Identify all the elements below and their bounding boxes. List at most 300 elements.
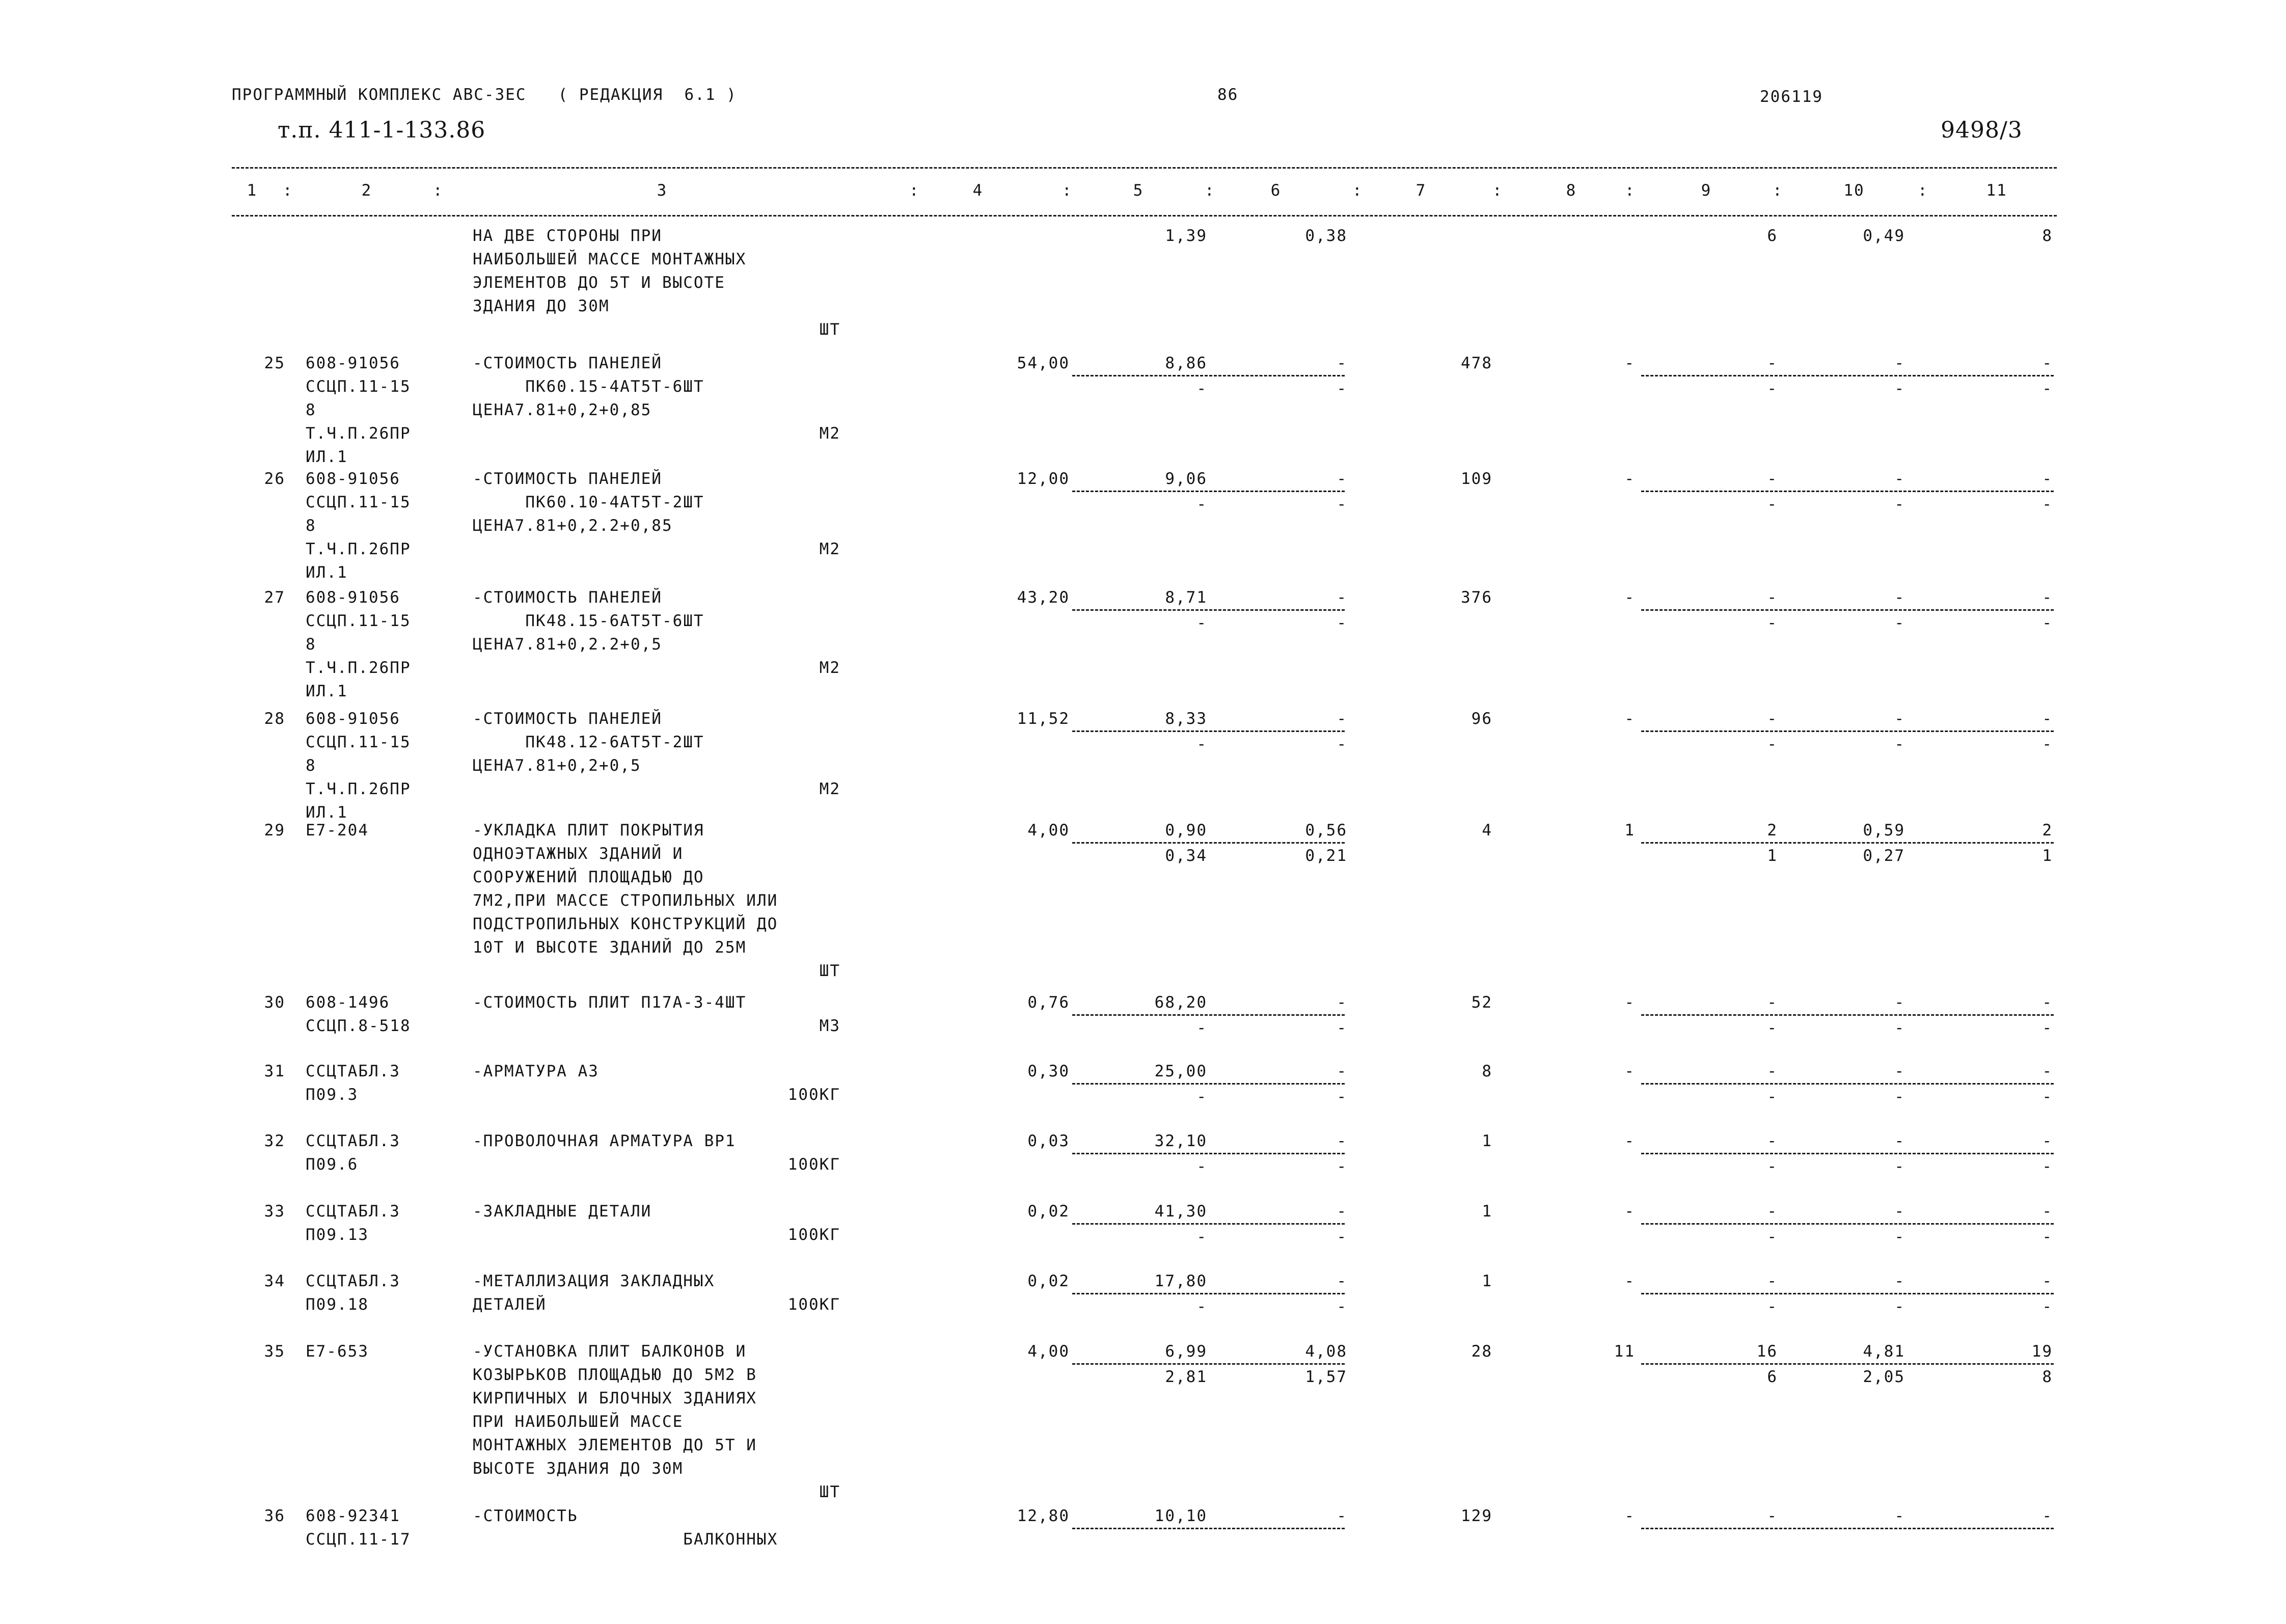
row-number: 25 bbox=[264, 354, 285, 372]
row-c5-top: 6,99 bbox=[1165, 1342, 1207, 1361]
row-code: ССЦП.11-15 bbox=[306, 377, 411, 396]
row-total-cost: 109 bbox=[1461, 470, 1492, 488]
row-code: ССЦТАБЛ.3 bbox=[306, 1272, 400, 1290]
row-col-8: 1 bbox=[1624, 821, 1635, 840]
row-c5-bottom: 2,81 bbox=[1165, 1368, 1207, 1386]
row-description: ПК60.15-4АТ5Т-6ШТ bbox=[473, 377, 704, 396]
row-c9-top: - bbox=[1767, 470, 1778, 488]
row-c6-top: - bbox=[1337, 1132, 1347, 1150]
row-c6-top: 4,08 bbox=[1305, 1342, 1347, 1361]
row-description: ЦЕНА7.81+0,2+0,5 bbox=[473, 756, 641, 775]
row-number: 28 bbox=[264, 710, 285, 728]
row-c5-bottom: - bbox=[1196, 1088, 1207, 1106]
row-c11-bottom: - bbox=[2042, 1297, 2053, 1316]
row-unit: М2 bbox=[819, 780, 840, 798]
row-description: НАИБОЛЬШЕЙ МАССЕ МОНТАЖНЫХ bbox=[473, 250, 747, 268]
row-c6-top: - bbox=[1337, 354, 1347, 372]
row-c5-bottom: - bbox=[1196, 1019, 1207, 1037]
row-description: -СТОИМОСТЬ ПАНЕЛЕЙ bbox=[473, 470, 662, 488]
row-c10-top: 0,49 bbox=[1863, 227, 1905, 245]
row-number: 29 bbox=[264, 821, 285, 840]
row-c9-bottom: - bbox=[1767, 614, 1778, 632]
row-col-8: - bbox=[1624, 1132, 1635, 1150]
subtotal-rule bbox=[1641, 842, 2054, 844]
row-unit: ШТ bbox=[819, 1483, 840, 1501]
row-quantity: 11,52 bbox=[1017, 710, 1070, 728]
row-c9-top: - bbox=[1767, 1202, 1778, 1221]
column-header-6: 6 bbox=[1270, 181, 1282, 200]
row-c9-bottom: - bbox=[1767, 1019, 1778, 1037]
row-code: Т.Ч.П.26ПР bbox=[306, 659, 411, 677]
row-c11-top: - bbox=[2042, 1062, 2053, 1080]
subtotal-rule bbox=[1641, 1014, 2054, 1016]
subtotal-rule bbox=[1072, 375, 1345, 376]
row-c9-bottom: - bbox=[1767, 380, 1778, 398]
row-c10-bottom: - bbox=[1894, 1297, 1905, 1316]
row-c9-top: - bbox=[1767, 710, 1778, 728]
column-header-3: 3 bbox=[657, 181, 668, 200]
row-quantity: 12,00 bbox=[1017, 470, 1070, 488]
row-c11-top: - bbox=[2042, 1272, 2053, 1290]
subtotal-rule bbox=[1072, 1014, 1345, 1016]
row-c6-bottom: - bbox=[1337, 735, 1347, 753]
row-c5-bottom: - bbox=[1196, 380, 1207, 398]
row-quantity: 4,00 bbox=[1027, 821, 1070, 840]
column-header-2: 2 bbox=[361, 181, 372, 200]
row-c10-top: - bbox=[1894, 470, 1905, 488]
row-code: Т.Ч.П.26ПР bbox=[306, 540, 411, 558]
row-code: Е7-204 bbox=[306, 821, 369, 840]
row-description: -СТОИМОСТЬ bbox=[473, 1507, 578, 1525]
row-total-cost: 1 bbox=[1482, 1132, 1492, 1150]
row-col-8: - bbox=[1624, 1272, 1635, 1290]
row-c5-bottom: - bbox=[1196, 1228, 1207, 1246]
row-code: ССЦП.11-17 bbox=[306, 1530, 411, 1549]
row-col-8: - bbox=[1624, 588, 1635, 607]
sheet-reference: 9498/3 bbox=[1941, 117, 2023, 143]
row-description: НА ДВЕ СТОРОНЫ ПРИ bbox=[473, 227, 662, 245]
row-description: ПК48.15-6АТ5Т-6ШТ bbox=[473, 612, 704, 630]
row-c5-top: 8,33 bbox=[1165, 710, 1207, 728]
row-c6-bottom: - bbox=[1337, 1157, 1347, 1176]
row-c11-bottom: - bbox=[2042, 735, 2053, 753]
subtotal-rule bbox=[1641, 730, 2054, 732]
row-c11-bottom: - bbox=[2042, 1019, 2053, 1037]
row-c10-bottom: - bbox=[1894, 735, 1905, 753]
row-c5-top: 68,20 bbox=[1154, 993, 1207, 1012]
row-c5-top: 17,80 bbox=[1154, 1272, 1207, 1290]
row-code: ИЛ.1 bbox=[306, 563, 348, 582]
column-header-10: 10 bbox=[1843, 181, 1865, 200]
row-description: ЦЕНА7.81+0,2.2+0,85 bbox=[473, 517, 673, 535]
row-description: 7М2,ПРИ МАССЕ СТРОПИЛЬНЫХ ИЛИ bbox=[473, 891, 778, 910]
row-c11-bottom: - bbox=[2042, 380, 2053, 398]
row-code: Е7-653 bbox=[306, 1342, 369, 1361]
row-c5-top: 8,86 bbox=[1165, 354, 1207, 372]
row-c11-bottom: - bbox=[2042, 1228, 2053, 1246]
row-col-8: - bbox=[1624, 993, 1635, 1012]
row-code: 608-91056 bbox=[306, 470, 400, 488]
column-separator: : bbox=[1625, 181, 1636, 200]
row-c11-top: - bbox=[2042, 354, 2053, 372]
column-separator: : bbox=[909, 181, 920, 200]
row-c6-top: - bbox=[1337, 993, 1347, 1012]
row-description: -АРМАТУРА А3 bbox=[473, 1062, 599, 1080]
row-c11-bottom: - bbox=[2042, 614, 2053, 632]
column-separator: : bbox=[1918, 181, 1928, 200]
row-col-8: - bbox=[1624, 354, 1635, 372]
subtotal-rule bbox=[1641, 491, 2054, 492]
row-total-cost: 8 bbox=[1482, 1062, 1492, 1080]
row-c9-bottom: - bbox=[1767, 1088, 1778, 1106]
subtotal-rule bbox=[1072, 1083, 1345, 1085]
row-description: -СТОИМОСТЬ ПАНЕЛЕЙ bbox=[473, 354, 662, 372]
row-number: 30 bbox=[264, 993, 285, 1012]
row-c6-bottom: - bbox=[1337, 1228, 1347, 1246]
row-c10-top: 0,59 bbox=[1863, 821, 1905, 840]
row-c11-top: - bbox=[2042, 1507, 2053, 1525]
row-c11-top: - bbox=[2042, 710, 2053, 728]
column-header-1: 1 bbox=[247, 181, 258, 200]
column-header-7: 7 bbox=[1416, 181, 1427, 200]
row-c9-bottom: - bbox=[1767, 495, 1778, 513]
row-c9-top: - bbox=[1767, 993, 1778, 1012]
row-code: 608-91056 bbox=[306, 354, 400, 372]
row-description: -СТОИМОСТЬ ПАНЕЛЕЙ bbox=[473, 710, 662, 728]
row-c9-bottom: - bbox=[1767, 735, 1778, 753]
row-c5-top: 32,10 bbox=[1154, 1132, 1207, 1150]
row-c6-bottom: - bbox=[1337, 1088, 1347, 1106]
row-col-8: - bbox=[1624, 1202, 1635, 1221]
row-quantity: 0,76 bbox=[1027, 993, 1070, 1012]
row-c5-bottom: - bbox=[1196, 495, 1207, 513]
row-c9-top: 2 bbox=[1767, 821, 1778, 840]
row-description: ПК48.12-6АТ5Т-2ШТ bbox=[473, 733, 704, 751]
row-quantity: 0,03 bbox=[1027, 1132, 1070, 1150]
row-c11-top: 19 bbox=[2031, 1342, 2053, 1361]
row-description: -УСТАНОВКА ПЛИТ БАЛКОНОВ И bbox=[473, 1342, 747, 1361]
row-code: 8 bbox=[306, 401, 316, 419]
row-c5-top: 25,00 bbox=[1154, 1062, 1207, 1080]
row-total-cost: 1 bbox=[1482, 1272, 1492, 1290]
row-code: 608-91056 bbox=[306, 588, 400, 607]
row-c11-bottom: - bbox=[2042, 1088, 2053, 1106]
row-description: ВЫСОТЕ ЗДАНИЯ ДО 30М bbox=[473, 1459, 684, 1478]
row-description: ЦЕНА7.81+0,2+0,85 bbox=[473, 401, 652, 419]
row-code: ССЦТАБЛ.3 bbox=[306, 1062, 400, 1080]
column-header-8: 8 bbox=[1566, 181, 1577, 200]
row-c5-top: 9,06 bbox=[1165, 470, 1207, 488]
row-code: ССЦТАБЛ.3 bbox=[306, 1132, 400, 1150]
row-c6-top: - bbox=[1337, 1507, 1347, 1525]
row-c6-top: 0,38 bbox=[1305, 227, 1347, 245]
row-description: ПОДСТРОПИЛЬНЫХ КОНСТРУКЦИЙ ДО bbox=[473, 915, 778, 933]
row-code: ССЦТАБЛ.3 bbox=[306, 1202, 400, 1221]
row-number: 35 bbox=[264, 1342, 285, 1361]
row-description: ПРИ НАИБОЛЬШЕЙ МАССЕ bbox=[473, 1413, 684, 1431]
row-number: 32 bbox=[264, 1132, 285, 1150]
row-description: -СТОИМОСТЬ ПАНЕЛЕЙ bbox=[473, 588, 662, 607]
row-c10-bottom: - bbox=[1894, 495, 1905, 513]
row-c10-bottom: - bbox=[1894, 1157, 1905, 1176]
row-col-8: 11 bbox=[1614, 1342, 1635, 1361]
row-description: СООРУЖЕНИЙ ПЛОЩАДЬЮ ДО bbox=[473, 868, 704, 886]
row-code: П09.18 bbox=[306, 1295, 369, 1314]
row-code: Т.Ч.П.26ПР bbox=[306, 780, 411, 798]
row-description: ЗДАНИЯ ДО 30М bbox=[473, 297, 610, 315]
row-number: 34 bbox=[264, 1272, 285, 1290]
row-code: ССЦП.8-518 bbox=[306, 1017, 411, 1035]
row-unit: 100КГ bbox=[787, 1295, 840, 1314]
row-c11-top: - bbox=[2042, 588, 2053, 607]
row-c11-bottom: - bbox=[2042, 1157, 2053, 1176]
row-c6-bottom: 1,57 bbox=[1305, 1368, 1347, 1386]
row-unit: М2 bbox=[819, 540, 840, 558]
row-c10-top: - bbox=[1894, 588, 1905, 607]
row-c9-top: - bbox=[1767, 1507, 1778, 1525]
row-total-cost: 1 bbox=[1482, 1202, 1492, 1221]
row-c5-bottom: 0,34 bbox=[1165, 847, 1207, 865]
row-c9-bottom: - bbox=[1767, 1157, 1778, 1176]
row-c9-top: 6 bbox=[1767, 227, 1778, 245]
row-unit: ШТ bbox=[819, 962, 840, 980]
row-c10-top: - bbox=[1894, 710, 1905, 728]
row-c11-top: 2 bbox=[2042, 821, 2053, 840]
subtotal-rule bbox=[1072, 730, 1345, 732]
row-total-cost: 96 bbox=[1471, 710, 1492, 728]
project-reference: т.п. 411-1-133.86 bbox=[278, 117, 486, 143]
row-number: 31 bbox=[264, 1062, 285, 1080]
row-description: -УКЛАДКА ПЛИТ ПОКРЫТИЯ bbox=[473, 821, 704, 840]
row-c6-bottom: - bbox=[1337, 495, 1347, 513]
subtotal-rule bbox=[1072, 1293, 1345, 1294]
row-description: МОНТАЖНЫХ ЭЛЕМЕНТОВ ДО 5Т И bbox=[473, 1436, 757, 1454]
row-c5-top: 8,71 bbox=[1165, 588, 1207, 607]
row-c6-bottom: 0,21 bbox=[1305, 847, 1347, 865]
row-code: ИЛ.1 bbox=[306, 803, 348, 822]
row-total-cost: 478 bbox=[1461, 354, 1492, 372]
row-c11-bottom: 1 bbox=[2042, 847, 2053, 865]
row-number: 27 bbox=[264, 588, 285, 607]
column-separator: : bbox=[1773, 181, 1783, 200]
row-c5-bottom: - bbox=[1196, 614, 1207, 632]
column-separator: : bbox=[1205, 181, 1215, 200]
row-description: ОДНОЭТАЖНЫХ ЗДАНИЙ И bbox=[473, 845, 684, 863]
row-c11-top: - bbox=[2042, 1202, 2053, 1221]
row-c5-bottom: - bbox=[1196, 1157, 1207, 1176]
row-description: БАЛКОННЫХ bbox=[473, 1530, 778, 1549]
subtotal-rule bbox=[1641, 1153, 2054, 1154]
row-c6-top: - bbox=[1337, 588, 1347, 607]
column-header-11: 11 bbox=[1986, 181, 2007, 200]
row-c9-top: - bbox=[1767, 1272, 1778, 1290]
column-separator: : bbox=[433, 181, 444, 200]
row-c10-bottom: - bbox=[1894, 1019, 1905, 1037]
row-c10-top: 4,81 bbox=[1863, 1342, 1905, 1361]
row-c6-top: - bbox=[1337, 710, 1347, 728]
row-c9-bottom: 1 bbox=[1767, 847, 1778, 865]
row-description: КИРПИЧНЫХ И БЛОЧНЫХ ЗДАНИЯХ bbox=[473, 1389, 757, 1408]
row-description: 10Т И ВЫСОТЕ ЗДАНИЙ ДО 25М bbox=[473, 938, 747, 957]
row-quantity: 0,02 bbox=[1027, 1272, 1070, 1290]
subtotal-rule bbox=[1072, 1363, 1345, 1365]
row-total-cost: 4 bbox=[1482, 821, 1492, 840]
row-code: 608-91056 bbox=[306, 710, 400, 728]
row-unit: 100КГ bbox=[787, 1086, 840, 1104]
row-unit: ШТ bbox=[819, 320, 840, 339]
row-total-cost: 52 bbox=[1471, 993, 1492, 1012]
row-description: ЭЛЕМЕНТОВ ДО 5Т И ВЫСОТЕ bbox=[473, 274, 725, 292]
row-c11-bottom: 8 bbox=[2042, 1368, 2053, 1386]
column-separator: : bbox=[1492, 181, 1503, 200]
row-quantity: 4,00 bbox=[1027, 1342, 1070, 1361]
row-unit: М3 bbox=[819, 1017, 840, 1035]
column-separator: : bbox=[283, 181, 293, 200]
row-unit: 100КГ bbox=[787, 1155, 840, 1174]
subtotal-rule bbox=[1641, 375, 2054, 376]
row-c5-top: 0,90 bbox=[1165, 821, 1207, 840]
subtotal-rule bbox=[1072, 1528, 1345, 1529]
row-description: -МЕТАЛЛИЗАЦИЯ ЗАКЛАДНЫХ bbox=[473, 1272, 715, 1290]
column-header-4: 4 bbox=[972, 181, 984, 200]
row-c6-top: - bbox=[1337, 1062, 1347, 1080]
subtotal-rule bbox=[1072, 842, 1345, 844]
row-code: ИЛ.1 bbox=[306, 682, 348, 700]
row-c10-top: - bbox=[1894, 1507, 1905, 1525]
row-code: ССЦП.11-15 bbox=[306, 612, 411, 630]
column-separator: : bbox=[1352, 181, 1363, 200]
row-total-cost: 129 bbox=[1461, 1507, 1492, 1525]
subtotal-rule bbox=[1072, 491, 1345, 492]
row-quantity: 0,02 bbox=[1027, 1202, 1070, 1221]
row-code: 8 bbox=[306, 517, 316, 535]
row-c9-bottom: - bbox=[1767, 1228, 1778, 1246]
row-description: -СТОИМОСТЬ ПЛИТ П17А-3-4ШТ bbox=[473, 993, 747, 1012]
row-c10-top: - bbox=[1894, 1272, 1905, 1290]
row-c9-top: 16 bbox=[1756, 1342, 1778, 1361]
row-number: 26 bbox=[264, 470, 285, 488]
row-code: Т.Ч.П.26ПР bbox=[306, 424, 411, 443]
row-code: П09.6 bbox=[306, 1155, 359, 1174]
row-c6-top: - bbox=[1337, 1272, 1347, 1290]
row-c10-bottom: - bbox=[1894, 380, 1905, 398]
table-header-rule bbox=[232, 215, 2057, 216]
row-quantity: 43,20 bbox=[1017, 588, 1070, 607]
row-c11-top: - bbox=[2042, 470, 2053, 488]
row-c11-top: - bbox=[2042, 993, 2053, 1012]
row-c9-top: - bbox=[1767, 588, 1778, 607]
row-description: -ЗАКЛАДНЫЕ ДЕТАЛИ bbox=[473, 1202, 652, 1221]
row-c6-bottom: - bbox=[1337, 1019, 1347, 1037]
row-code: ССЦП.11-15 bbox=[306, 733, 411, 751]
row-code: П09.13 bbox=[306, 1226, 369, 1244]
row-c10-bottom: - bbox=[1894, 1228, 1905, 1246]
row-description: КОЗЫРЬКОВ ПЛОЩАДЬЮ ДО 5М2 В bbox=[473, 1366, 757, 1384]
row-c5-bottom: - bbox=[1196, 1297, 1207, 1316]
row-c5-bottom: - bbox=[1196, 735, 1207, 753]
row-unit: М2 bbox=[819, 424, 840, 443]
row-code: 608-1496 bbox=[306, 993, 390, 1012]
subtotal-rule bbox=[1072, 1153, 1345, 1154]
row-c10-top: - bbox=[1894, 1202, 1905, 1221]
row-c9-bottom: 6 bbox=[1767, 1368, 1778, 1386]
row-c10-top: - bbox=[1894, 354, 1905, 372]
row-code: П09.3 bbox=[306, 1086, 359, 1104]
row-c5-top: 41,30 bbox=[1154, 1202, 1207, 1221]
document-code: 206119 bbox=[1760, 88, 1823, 106]
page-number: 86 bbox=[1217, 86, 1239, 104]
row-code: 8 bbox=[306, 756, 316, 775]
row-c9-bottom: - bbox=[1767, 1297, 1778, 1316]
subtotal-rule bbox=[1072, 1223, 1345, 1225]
subtotal-rule bbox=[1072, 609, 1345, 611]
row-description: -ПРОВОЛОЧНАЯ АРМАТУРА ВР1 bbox=[473, 1132, 736, 1150]
row-c9-top: - bbox=[1767, 1062, 1778, 1080]
row-description: ПК60.10-4АТ5Т-2ШТ bbox=[473, 493, 704, 511]
row-c6-bottom: - bbox=[1337, 1297, 1347, 1316]
row-c6-bottom: - bbox=[1337, 380, 1347, 398]
row-c5-top: 1,39 bbox=[1165, 227, 1207, 245]
row-c6-top: - bbox=[1337, 1202, 1347, 1221]
row-unit: М2 bbox=[819, 659, 840, 677]
subtotal-rule bbox=[1641, 1293, 2054, 1294]
row-number: 33 bbox=[264, 1202, 285, 1221]
row-c9-top: - bbox=[1767, 354, 1778, 372]
column-header-9: 9 bbox=[1701, 181, 1712, 200]
subtotal-rule bbox=[1641, 1528, 2054, 1529]
row-c11-bottom: - bbox=[2042, 495, 2053, 513]
program-title: ПРОГРАММНЫЙ КОМПЛЕКС АВС-3ЕС ( РЕДАКЦИЯ 6.1 ) bbox=[232, 86, 737, 104]
row-number: 36 bbox=[264, 1507, 285, 1525]
row-c10-bottom: 0,27 bbox=[1863, 847, 1905, 865]
table-top-rule bbox=[232, 167, 2057, 169]
subtotal-rule bbox=[1641, 1083, 2054, 1085]
row-col-8: - bbox=[1624, 710, 1635, 728]
row-c9-top: - bbox=[1767, 1132, 1778, 1150]
row-c10-top: - bbox=[1894, 993, 1905, 1012]
row-total-cost: 28 bbox=[1471, 1342, 1492, 1361]
row-quantity: 12,80 bbox=[1017, 1507, 1070, 1525]
row-description: ЦЕНА7.81+0,2.2+0,5 bbox=[473, 635, 662, 654]
row-description: ДЕТАЛЕЙ bbox=[473, 1295, 547, 1314]
row-c11-top: - bbox=[2042, 1132, 2053, 1150]
subtotal-rule bbox=[1641, 609, 2054, 611]
row-quantity: 54,00 bbox=[1017, 354, 1070, 372]
row-c6-top: - bbox=[1337, 470, 1347, 488]
row-c10-top: - bbox=[1894, 1062, 1905, 1080]
row-c10-bottom: - bbox=[1894, 614, 1905, 632]
row-c10-bottom: 2,05 bbox=[1863, 1368, 1905, 1386]
row-c10-bottom: - bbox=[1894, 1088, 1905, 1106]
row-unit: 100КГ bbox=[787, 1226, 840, 1244]
row-code: 8 bbox=[306, 635, 316, 654]
row-c10-top: - bbox=[1894, 1132, 1905, 1150]
row-col-8: - bbox=[1624, 1507, 1635, 1525]
row-total-cost: 376 bbox=[1461, 588, 1492, 607]
column-separator: : bbox=[1062, 181, 1073, 200]
row-col-8: - bbox=[1624, 1062, 1635, 1080]
subtotal-rule bbox=[1641, 1223, 2054, 1225]
subtotal-rule bbox=[1641, 1363, 2054, 1365]
row-col-8: - bbox=[1624, 470, 1635, 488]
row-code: ИЛ.1 bbox=[306, 448, 348, 466]
row-quantity: 0,30 bbox=[1027, 1062, 1070, 1080]
row-c6-bottom: - bbox=[1337, 614, 1347, 632]
row-code: 608-92341 bbox=[306, 1507, 400, 1525]
row-c6-top: 0,56 bbox=[1305, 821, 1347, 840]
column-header-5: 5 bbox=[1133, 181, 1144, 200]
row-code: ССЦП.11-15 bbox=[306, 493, 411, 511]
